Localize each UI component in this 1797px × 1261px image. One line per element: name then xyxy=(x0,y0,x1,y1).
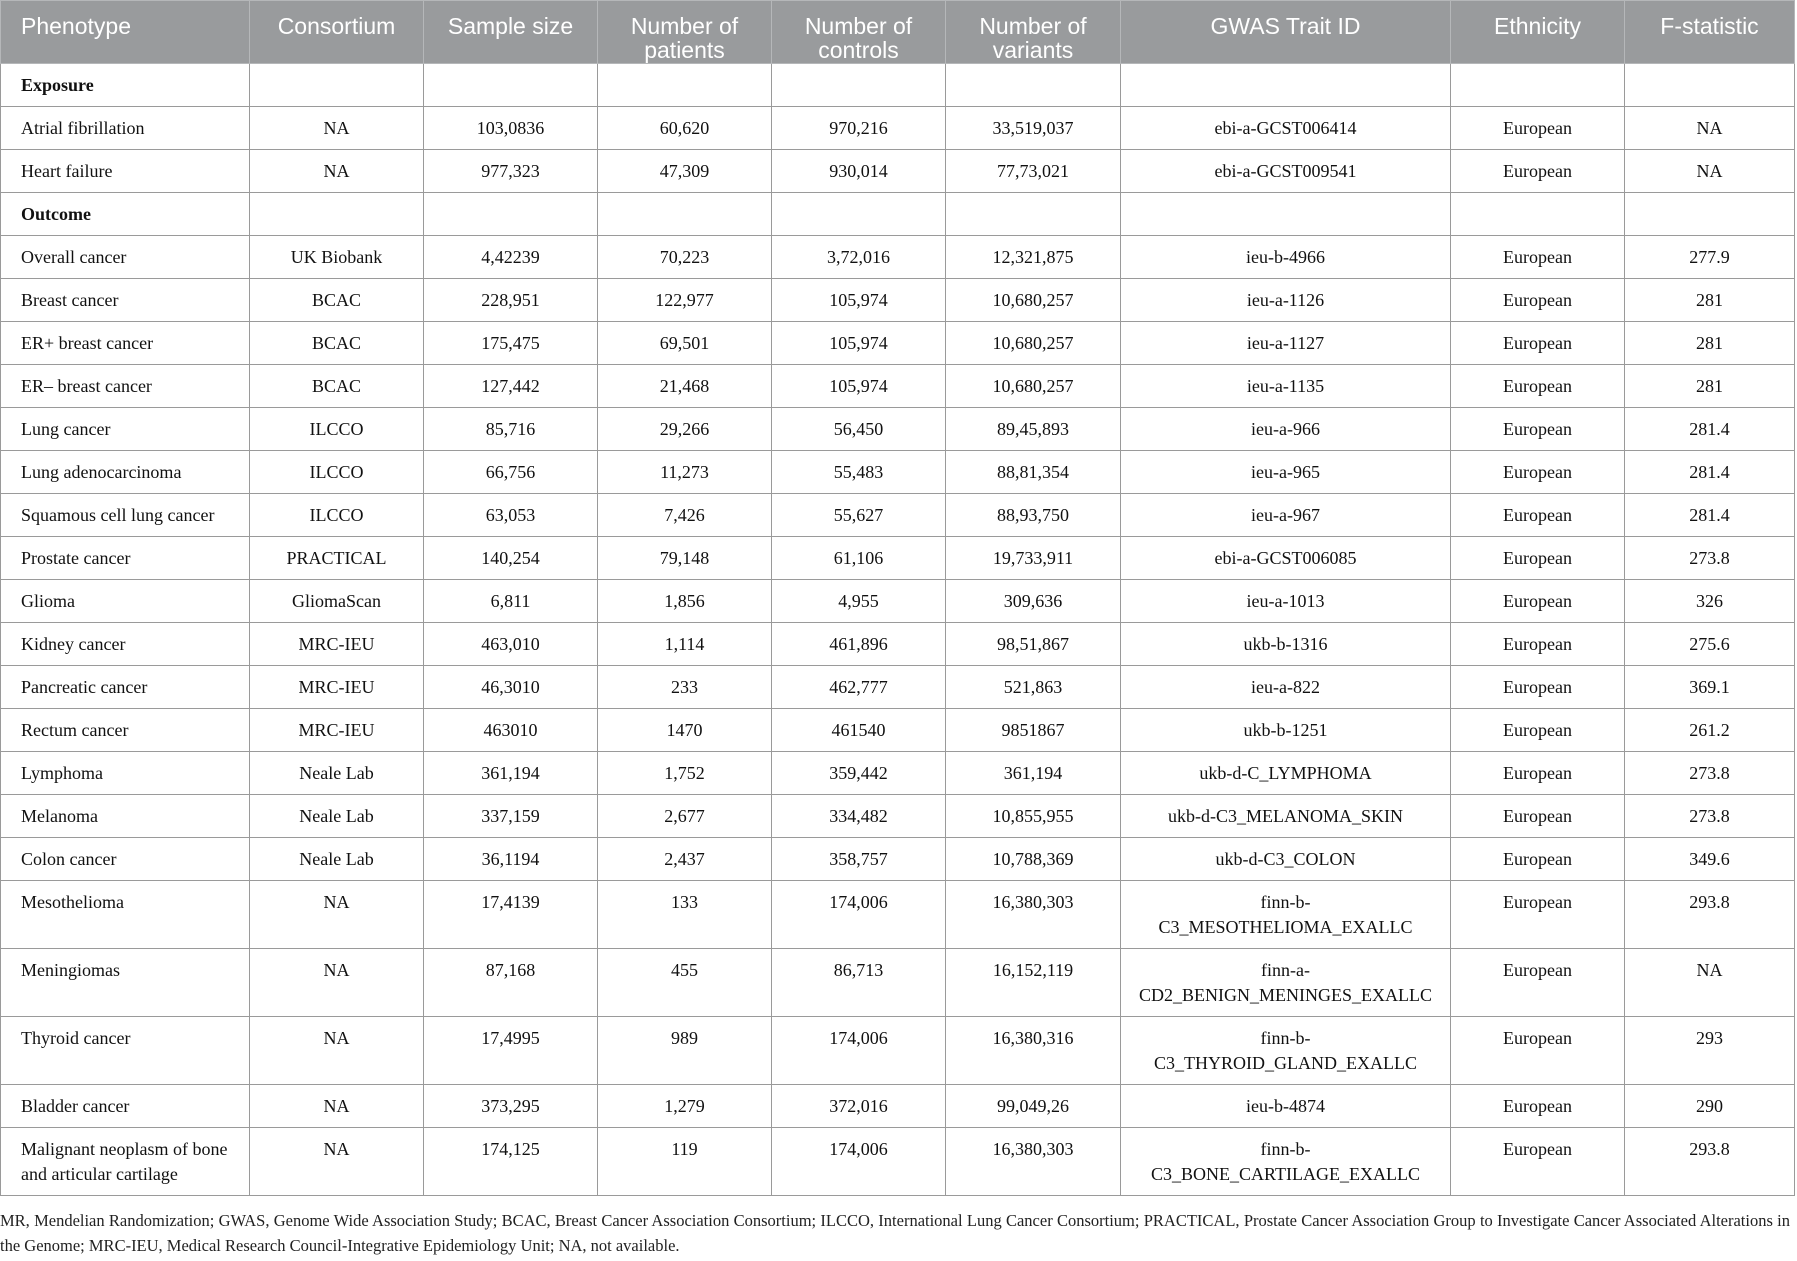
table-cell: 326 xyxy=(1625,580,1795,623)
table-cell: 358,757 xyxy=(772,838,946,881)
table-cell: Squamous cell lung cancer xyxy=(1,494,250,537)
table-cell: Melanoma xyxy=(1,795,250,838)
table-cell: 56,450 xyxy=(772,408,946,451)
column-header: F-statistic xyxy=(1625,1,1795,64)
table-cell: 16,152,119 xyxy=(946,949,1121,1017)
empty-cell xyxy=(1121,64,1451,107)
table-cell: NA xyxy=(250,1085,424,1128)
table-row xyxy=(1,107,1795,150)
table-cell: 293 xyxy=(1625,1017,1795,1085)
table-cell: PRACTICAL xyxy=(250,537,424,580)
table-cell: 261.2 xyxy=(1625,709,1795,752)
table-cell: 970,216 xyxy=(772,107,946,150)
table-cell: 281 xyxy=(1625,279,1795,322)
table-cell: GliomaScan xyxy=(250,580,424,623)
table-cell: ukb-d-C_LYMPHOMA xyxy=(1121,752,1451,795)
table-cell: European xyxy=(1451,795,1625,838)
table-cell: ieu-a-1126 xyxy=(1121,279,1451,322)
table-cell: 29,266 xyxy=(598,408,772,451)
table-cell: BCAC xyxy=(250,279,424,322)
table-cell: NA xyxy=(250,1128,424,1196)
table-cell: 70,223 xyxy=(598,236,772,279)
table-cell: 86,713 xyxy=(772,949,946,1017)
table-cell: BCAC xyxy=(250,322,424,365)
table-cell: 281.4 xyxy=(1625,451,1795,494)
table-cell: Neale Lab xyxy=(250,752,424,795)
empty-cell xyxy=(1121,193,1451,236)
table-cell: NA xyxy=(1625,150,1795,193)
table-cell: NA xyxy=(250,949,424,1017)
table-cell: 47,309 xyxy=(598,150,772,193)
empty-cell xyxy=(1625,193,1795,236)
table-cell: ieu-a-967 xyxy=(1121,494,1451,537)
table-cell: 372,016 xyxy=(772,1085,946,1128)
table-cell: 133 xyxy=(598,881,772,949)
table-cell: European xyxy=(1451,838,1625,881)
table-row xyxy=(1,709,1795,752)
table-cell: 17,4139 xyxy=(424,881,598,949)
section-label: Exposure xyxy=(1,64,250,107)
table-cell: 293.8 xyxy=(1625,1128,1795,1196)
table-cell: 2,677 xyxy=(598,795,772,838)
table-cell: 10,680,257 xyxy=(946,279,1121,322)
table-row xyxy=(1,494,1795,537)
table-cell: European xyxy=(1451,580,1625,623)
table-cell: European xyxy=(1451,709,1625,752)
table-cell: European xyxy=(1451,881,1625,949)
table-cell: European xyxy=(1451,1017,1625,1085)
table-cell: UK Biobank xyxy=(250,236,424,279)
table-cell: 463010 xyxy=(424,709,598,752)
empty-cell xyxy=(424,193,598,236)
table-row xyxy=(1,451,1795,494)
table-cell: 228,951 xyxy=(424,279,598,322)
table-cell: finn-b- C3_THYROID_GLAND_EXALLC xyxy=(1121,1017,1451,1085)
table-cell: ebi-a-GCST009541 xyxy=(1121,150,1451,193)
table-cell: Lung cancer xyxy=(1,408,250,451)
table-cell: 369.1 xyxy=(1625,666,1795,709)
table-cell: Glioma xyxy=(1,580,250,623)
table-cell: ukb-b-1251 xyxy=(1121,709,1451,752)
table-cell: European xyxy=(1451,150,1625,193)
table-row xyxy=(1,838,1795,881)
table-cell: MRC-IEU xyxy=(250,709,424,752)
table-row xyxy=(1,322,1795,365)
table-cell: 63,053 xyxy=(424,494,598,537)
empty-cell xyxy=(772,193,946,236)
table-cell: 79,148 xyxy=(598,537,772,580)
table-cell: Bladder cancer xyxy=(1,1085,250,1128)
column-header: Number of patients xyxy=(598,1,772,64)
table-cell: finn-b- C3_BONE_CARTILAGE_EXALLC xyxy=(1121,1128,1451,1196)
table-row xyxy=(1,881,1795,949)
table-cell: 98,51,867 xyxy=(946,623,1121,666)
table-cell: ILCCO xyxy=(250,408,424,451)
table-cell: 463,010 xyxy=(424,623,598,666)
table-cell: European xyxy=(1451,408,1625,451)
table-cell: ILCCO xyxy=(250,451,424,494)
table-cell: 275.6 xyxy=(1625,623,1795,666)
table-cell: 989 xyxy=(598,1017,772,1085)
table-cell: 4,42239 xyxy=(424,236,598,279)
table-cell: European xyxy=(1451,752,1625,795)
table-cell: NA xyxy=(250,150,424,193)
column-header: Number of controls xyxy=(772,1,946,64)
table-cell: 55,627 xyxy=(772,494,946,537)
table-cell: ieu-a-965 xyxy=(1121,451,1451,494)
table-cell: 277.9 xyxy=(1625,236,1795,279)
table-cell: 19,733,911 xyxy=(946,537,1121,580)
column-header: Sample size xyxy=(424,1,598,64)
table-cell: 105,974 xyxy=(772,279,946,322)
table-cell: 55,483 xyxy=(772,451,946,494)
empty-cell xyxy=(1625,64,1795,107)
table-cell: 174,006 xyxy=(772,881,946,949)
table-cell: finn-a- CD2_BENIGN_MENINGES_EXALLC xyxy=(1121,949,1451,1017)
table-cell: 462,777 xyxy=(772,666,946,709)
table-cell: 233 xyxy=(598,666,772,709)
table-cell: Meningiomas xyxy=(1,949,250,1017)
section-row xyxy=(1,64,1795,107)
section-label: Outcome xyxy=(1,193,250,236)
table-cell: 930,014 xyxy=(772,150,946,193)
table-cell: Colon cancer xyxy=(1,838,250,881)
column-header: GWAS Trait ID xyxy=(1121,1,1451,64)
table-cell: 85,716 xyxy=(424,408,598,451)
table-cell: finn-b- C3_MESOTHELIOMA_EXALLC xyxy=(1121,881,1451,949)
table-cell: ieu-a-1013 xyxy=(1121,580,1451,623)
table-cell: 16,380,303 xyxy=(946,881,1121,949)
table-cell: MRC-IEU xyxy=(250,623,424,666)
table-footnote: MR, Mendelian Randomization; GWAS, Genome Wide Association Study; BCAC, Breast Cancer Association Consortium; ILCCO, International Lung Cancer Consortium; PRACTICAL, Prostate Cancer Association Group to Investigate Cancer Associated Alterations in the Genome; MRC-IEU, Medical Research Council-Integrative Epidemiology Unit; NA, not available. xyxy=(0,1211,1790,1255)
table-row xyxy=(1,1128,1795,1196)
table-cell: Neale Lab xyxy=(250,795,424,838)
table-cell: 174,006 xyxy=(772,1017,946,1085)
table-cell: NA xyxy=(250,1017,424,1085)
table-row xyxy=(1,623,1795,666)
table-row xyxy=(1,1085,1795,1128)
table-cell: 122,977 xyxy=(598,279,772,322)
table-cell: European xyxy=(1451,949,1625,1017)
table-cell: 977,323 xyxy=(424,150,598,193)
table-cell: 281 xyxy=(1625,322,1795,365)
empty-cell xyxy=(250,64,424,107)
table-cell: 1,856 xyxy=(598,580,772,623)
table-cell: 273.8 xyxy=(1625,537,1795,580)
table-cell: NA xyxy=(1625,949,1795,1017)
table-cell: 334,482 xyxy=(772,795,946,838)
table-cell: European xyxy=(1451,107,1625,150)
table-cell: Lymphoma xyxy=(1,752,250,795)
table-cell: 69,501 xyxy=(598,322,772,365)
table-cell: Neale Lab xyxy=(250,838,424,881)
table-cell: 105,974 xyxy=(772,322,946,365)
table-cell: 46,3010 xyxy=(424,666,598,709)
table-row xyxy=(1,752,1795,795)
table-cell: Mesothelioma xyxy=(1,881,250,949)
table-cell: NA xyxy=(1625,107,1795,150)
table-cell: European xyxy=(1451,537,1625,580)
table-header xyxy=(1,1,1795,64)
table-cell: 99,049,26 xyxy=(946,1085,1121,1128)
table-cell: ukb-b-1316 xyxy=(1121,623,1451,666)
table-cell: 1,114 xyxy=(598,623,772,666)
table-row xyxy=(1,408,1795,451)
table-cell: NA xyxy=(250,107,424,150)
column-header: Number of variants xyxy=(946,1,1121,64)
table-cell: 10,788,369 xyxy=(946,838,1121,881)
table-cell: 175,475 xyxy=(424,322,598,365)
table-cell: 103,0836 xyxy=(424,107,598,150)
table-cell: 455 xyxy=(598,949,772,1017)
table-cell: ieu-a-966 xyxy=(1121,408,1451,451)
table-cell: 461,896 xyxy=(772,623,946,666)
table-cell: European xyxy=(1451,1085,1625,1128)
table-row xyxy=(1,795,1795,838)
table-cell: 21,468 xyxy=(598,365,772,408)
empty-cell xyxy=(250,193,424,236)
empty-cell xyxy=(598,64,772,107)
table-cell: ER+ breast cancer xyxy=(1,322,250,365)
table-cell: ebi-a-GCST006085 xyxy=(1121,537,1451,580)
table-cell: 290 xyxy=(1625,1085,1795,1128)
table-cell: European xyxy=(1451,666,1625,709)
table-cell: 10,680,257 xyxy=(946,322,1121,365)
table-cell: 33,519,037 xyxy=(946,107,1121,150)
empty-cell xyxy=(946,64,1121,107)
table-cell: 273.8 xyxy=(1625,795,1795,838)
table-cell: ebi-a-GCST006414 xyxy=(1121,107,1451,150)
table-cell: Pancreatic cancer xyxy=(1,666,250,709)
table-cell: Overall cancer xyxy=(1,236,250,279)
table-cell: 66,756 xyxy=(424,451,598,494)
table-cell: 174,125 xyxy=(424,1128,598,1196)
table-cell: BCAC xyxy=(250,365,424,408)
table-row xyxy=(1,236,1795,279)
header-row xyxy=(1,1,1795,64)
table-cell: 9851867 xyxy=(946,709,1121,752)
table-cell: Malignant neoplasm of bone and articular cartilage xyxy=(1,1128,250,1196)
table-row xyxy=(1,150,1795,193)
table-cell: 281.4 xyxy=(1625,494,1795,537)
table-body xyxy=(1,64,1795,1196)
table-cell: 4,955 xyxy=(772,580,946,623)
table-cell: Breast cancer xyxy=(1,279,250,322)
column-header: Ethnicity xyxy=(1451,1,1625,64)
table-cell: European xyxy=(1451,451,1625,494)
table-cell: European xyxy=(1451,279,1625,322)
table-cell: Atrial fibrillation xyxy=(1,107,250,150)
table-cell: 60,620 xyxy=(598,107,772,150)
empty-cell xyxy=(598,193,772,236)
empty-cell xyxy=(772,64,946,107)
table-cell: ieu-a-1127 xyxy=(1121,322,1451,365)
column-header: Consortium xyxy=(250,1,424,64)
table-cell: 89,45,893 xyxy=(946,408,1121,451)
table-cell: ukb-d-C3_MELANOMA_SKIN xyxy=(1121,795,1451,838)
table-cell: 88,81,354 xyxy=(946,451,1121,494)
table-row xyxy=(1,580,1795,623)
table-cell: 140,254 xyxy=(424,537,598,580)
table-cell: European xyxy=(1451,365,1625,408)
table-cell: 1470 xyxy=(598,709,772,752)
table-cell: 349.6 xyxy=(1625,838,1795,881)
table-cell: ieu-b-4874 xyxy=(1121,1085,1451,1128)
table-cell: 87,168 xyxy=(424,949,598,1017)
table-cell: 10,680,257 xyxy=(946,365,1121,408)
table-cell: ER– breast cancer xyxy=(1,365,250,408)
table-cell: ieu-a-1135 xyxy=(1121,365,1451,408)
table-cell: 273.8 xyxy=(1625,752,1795,795)
table-cell: ukb-d-C3_COLON xyxy=(1121,838,1451,881)
table-cell: 461540 xyxy=(772,709,946,752)
table-cell: 7,426 xyxy=(598,494,772,537)
empty-cell xyxy=(946,193,1121,236)
table-cell: 17,4995 xyxy=(424,1017,598,1085)
table-cell: 6,811 xyxy=(424,580,598,623)
table-cell: Prostate cancer xyxy=(1,537,250,580)
table-cell: MRC-IEU xyxy=(250,666,424,709)
table-cell: European xyxy=(1451,494,1625,537)
table-cell: Rectum cancer xyxy=(1,709,250,752)
section-row xyxy=(1,193,1795,236)
table-cell: 16,380,316 xyxy=(946,1017,1121,1085)
table-cell: 1,752 xyxy=(598,752,772,795)
table-cell: 373,295 xyxy=(424,1085,598,1128)
table-cell: Thyroid cancer xyxy=(1,1017,250,1085)
empty-cell xyxy=(424,64,598,107)
table-cell: Heart failure xyxy=(1,150,250,193)
table-cell: 359,442 xyxy=(772,752,946,795)
table-cell: 10,855,955 xyxy=(946,795,1121,838)
table-row xyxy=(1,666,1795,709)
table-cell: 77,73,021 xyxy=(946,150,1121,193)
table-cell: ieu-a-822 xyxy=(1121,666,1451,709)
table-cell: 61,106 xyxy=(772,537,946,580)
table-cell: 361,194 xyxy=(424,752,598,795)
table-row xyxy=(1,279,1795,322)
table-cell: Lung adenocarcinoma xyxy=(1,451,250,494)
table-cell: 309,636 xyxy=(946,580,1121,623)
table-cell: 281.4 xyxy=(1625,408,1795,451)
table-cell: 1,279 xyxy=(598,1085,772,1128)
table-row xyxy=(1,537,1795,580)
table-cell: 3,72,016 xyxy=(772,236,946,279)
table-row xyxy=(1,949,1795,1017)
table-cell: NA xyxy=(250,881,424,949)
table-cell: 88,93,750 xyxy=(946,494,1121,537)
table-row xyxy=(1,365,1795,408)
table-cell: European xyxy=(1451,1128,1625,1196)
table-cell: 36,1194 xyxy=(424,838,598,881)
table-cell: ILCCO xyxy=(250,494,424,537)
table-cell: 174,006 xyxy=(772,1128,946,1196)
table-cell: 361,194 xyxy=(946,752,1121,795)
table-cell: Kidney cancer xyxy=(1,623,250,666)
table-cell: 293.8 xyxy=(1625,881,1795,949)
table-cell: 521,863 xyxy=(946,666,1121,709)
table-cell: 11,273 xyxy=(598,451,772,494)
table-cell: ieu-b-4966 xyxy=(1121,236,1451,279)
table-cell: 105,974 xyxy=(772,365,946,408)
table-cell: 119 xyxy=(598,1128,772,1196)
table-row xyxy=(1,1017,1795,1085)
table-cell: 127,442 xyxy=(424,365,598,408)
table-cell: 12,321,875 xyxy=(946,236,1121,279)
empty-cell xyxy=(1451,193,1625,236)
column-header: Phenotype xyxy=(1,1,250,64)
table-cell: 337,159 xyxy=(424,795,598,838)
table-cell: European xyxy=(1451,322,1625,365)
table-cell: European xyxy=(1451,623,1625,666)
table-cell: 16,380,303 xyxy=(946,1128,1121,1196)
table-cell: European xyxy=(1451,236,1625,279)
table-cell: 2,437 xyxy=(598,838,772,881)
table-cell: 281 xyxy=(1625,365,1795,408)
empty-cell xyxy=(1451,64,1625,107)
